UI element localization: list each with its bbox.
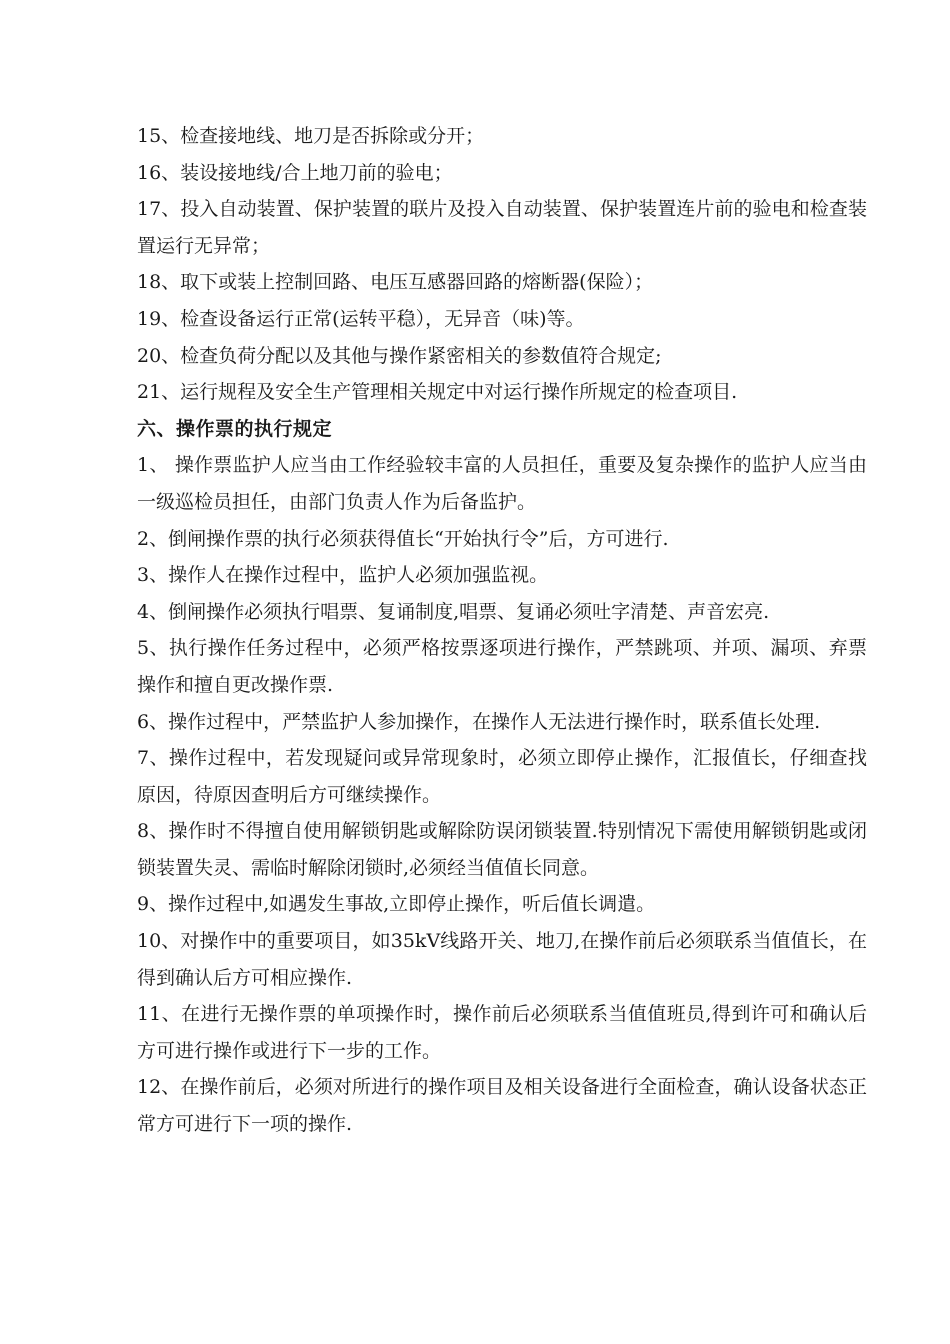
check-item-21: 21、运行规程及安全生产管理相关规定中对运行操作所规定的检查项目. (137, 381, 738, 404)
rule-6: 6、操作过程中，严禁监护人参加操作，在操作人无法进行操作时，联系值长处理. (137, 710, 821, 733)
check-item-19: 19、检查设备运行正常(运转平稳），无异音（味)等。 (137, 307, 585, 330)
rule-2: 2、倒闸操作票的执行必须获得值长“开始执行令”后，方可进行. (137, 527, 669, 550)
check-item-17: 17、投入自动装置、保护装置的联片及投入自动装置、保护装置连片前的验电和检查装置运行无异常； (137, 198, 867, 257)
rule-11: 11、在进行无操作票的单项操作时，操作前后必须联系当值值班员,得到许可和确认后方可进行操作或进行下一步的工作。 (137, 1003, 867, 1062)
rule-10: 10、对操作中的重要项目，如35kV线路开关、地刀,在操作前后必须联系当值值长，在得到确认后方可相应操作. (137, 930, 867, 989)
check-item-16: 16、装设接地线/合上地刀前的验电； (137, 161, 453, 184)
rule-8: 8、操作时不得擅自使用解锁钥匙或解除防误闭锁装置.特别情况下需使用解锁钥匙或闭锁装置失灵、需临时解除闭锁时,必须经当值值长同意。 (137, 820, 867, 879)
rule-1: 1、 操作票监护人应当由工作经验较丰富的人员担任，重要及复杂操作的监护人应当由一级巡检员担任，由部门负责人作为后备监护。 (137, 454, 867, 513)
check-item-20: 20、检查负荷分配以及其他与操作紧密相关的参数值符合规定; (137, 344, 662, 367)
check-item-15: 15、检查接地线、地刀是否拆除或分开； (137, 125, 485, 147)
rule-4: 4、倒闸操作必须执行唱票、复诵制度,唱票、复诵必须吐字清楚、声音宏亮. (137, 600, 770, 623)
rule-9: 9、操作过程中,如遇发生事故,立即停止操作，听后值长调遣。 (137, 893, 656, 916)
rule-7: 7、操作过程中，若发现疑问或异常现象时，必须立即停止操作，汇报值长，仔细查找原因，待原因查明后方可继续操作。 (137, 747, 867, 806)
rule-5: 5、执行操作任务过程中，必须严格按票逐项进行操作，严禁跳项、并项、漏项、弃票操作和擅自更改操作票. (137, 637, 867, 696)
check-item-18: 18、取下或装上控制回路、电压互感器回路的熔断器(保险）； (137, 271, 654, 294)
rule-12: 12、在操作前后，必须对所进行的操作项目及相关设备进行全面检查，确认设备状态正常方可进行下一项的操作. (137, 1076, 867, 1136)
document-page (137, 118, 867, 1143)
section-heading: 六、操作票的执行规定 (137, 417, 333, 440)
rule-3: 3、操作人在操作过程中，监护人必须加强监视。 (137, 564, 549, 587)
